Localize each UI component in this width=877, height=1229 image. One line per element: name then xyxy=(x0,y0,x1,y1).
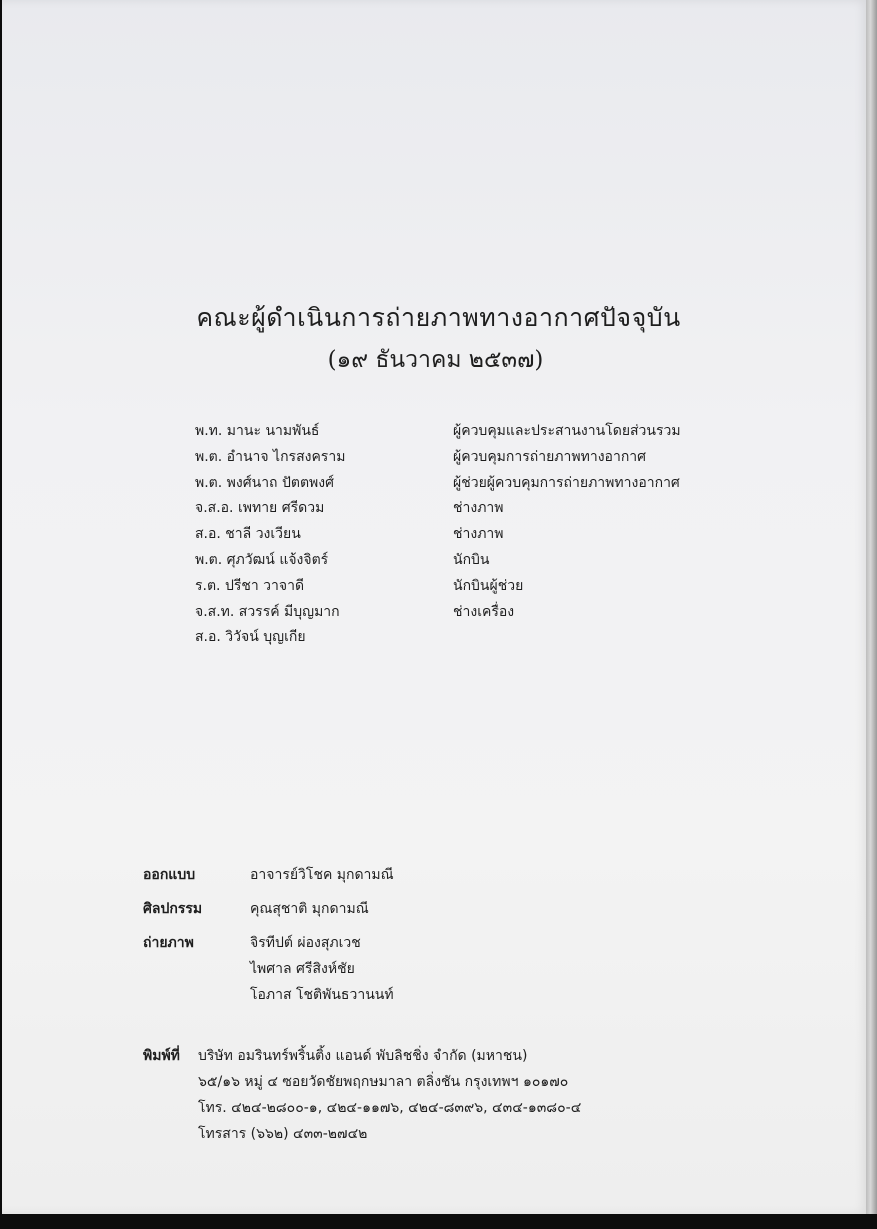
credit-value: โอภาส โชติพันธวานนท์ xyxy=(250,987,394,1003)
crew-role: ผู้ควบคุมการถ่ายภาพทางอากาศ xyxy=(453,448,647,465)
crew-name: พ.ท. มานะ นามพันธ์ xyxy=(195,423,320,439)
credit-value: คุณสุชาติ มุกดามณี xyxy=(250,901,369,917)
printer-phone: โทร. ๔๒๔-๒๘๐๐-๑, ๔๒๔-๑๑๗๖, ๔๒๔-๘๓๙๖, ๔๓๔-๑๓๘๐-๔ xyxy=(198,1100,582,1116)
credit-value: อาจารย์วิโชค มุกดามณี xyxy=(250,867,394,883)
crew-role: ช่างเครื่อง xyxy=(453,603,515,620)
printer-info xyxy=(143,1043,581,1147)
credit-values xyxy=(250,896,394,922)
credit-label: ถ่ายภาพ xyxy=(143,935,194,951)
credits-section xyxy=(143,862,394,1008)
printer-address: ๖๕/๑๖ หมู่ ๔ ซอยวัดชัยพฤกษมาลา ตลิ่งชัน กรุงเทพฯ ๑๐๑๗๐ xyxy=(198,1074,569,1090)
credit-value: จิรทีปต์ ผ่องสุภเวช xyxy=(250,935,361,951)
crew-name: พ.ต. ศุภวัฒน์ แจ้งจิตร์ xyxy=(195,551,329,568)
printer-label: พิมพ์ที่ xyxy=(143,1048,180,1064)
credit-label: ออกแบบ xyxy=(143,867,196,883)
printer-company: บริษัท อมรินทร์พริ้นติ้ง แอนด์ พับลิชชิ่ง จำกัด (มหาชน) xyxy=(198,1048,528,1064)
crew-name: พ.ต. อำนาจ ไกรสงคราม xyxy=(195,448,346,465)
crew-name: ส.อ. ชาลี วงเวียน xyxy=(195,526,301,543)
crew-role: นักบิน xyxy=(453,551,490,568)
crew-name: จ.ส.ท. สวรรค์ มีบุญมาก xyxy=(195,603,340,620)
document-page xyxy=(2,0,869,1214)
title-block xyxy=(2,298,877,378)
crew-role: ช่างภาพ xyxy=(453,526,504,543)
crew-name: พ.ต. พงศ์นาถ ปัตตพงศ์ xyxy=(195,474,335,491)
crew-role: ผู้ช่วยผู้ควบคุมการถ่ายภาพทางอากาศ xyxy=(453,474,680,491)
credit-art xyxy=(143,896,394,922)
crew-role: นักบินผู้ช่วย xyxy=(453,577,524,594)
printer-fax: โทรสาร (๖๖๒) ๔๓๓-๒๗๔๒ xyxy=(198,1126,368,1142)
credit-values xyxy=(250,862,394,888)
page-subtitle-date: (๑๙ ธันวาคม ๒๕๓๗) xyxy=(327,347,544,373)
credit-value: ไพศาล ศรีสิงห์ชัย xyxy=(250,961,355,977)
credit-design xyxy=(143,862,394,888)
crew-name: ร.ต. ปรีชา วาจาดี xyxy=(195,577,305,594)
crew-name: จ.ส.อ. เพทาย ศรีดวม xyxy=(195,500,325,517)
page-edge xyxy=(866,0,877,1214)
crew-role: ผู้ควบคุมและประสานงานโดยส่วนรวม xyxy=(453,423,681,439)
credit-label: ศิลปกรรม xyxy=(143,901,203,917)
printer-lines xyxy=(198,1043,581,1147)
credit-values xyxy=(250,930,394,1008)
credit-photography xyxy=(143,930,394,1008)
page-title: คณะผู้ดำเนินการถ่ายภาพทางอากาศปัจจุบัน xyxy=(196,303,681,332)
crew-role: ช่างภาพ xyxy=(453,500,504,517)
crew-name: ส.อ. วิวัจน์ บุญเกีย xyxy=(195,629,306,646)
